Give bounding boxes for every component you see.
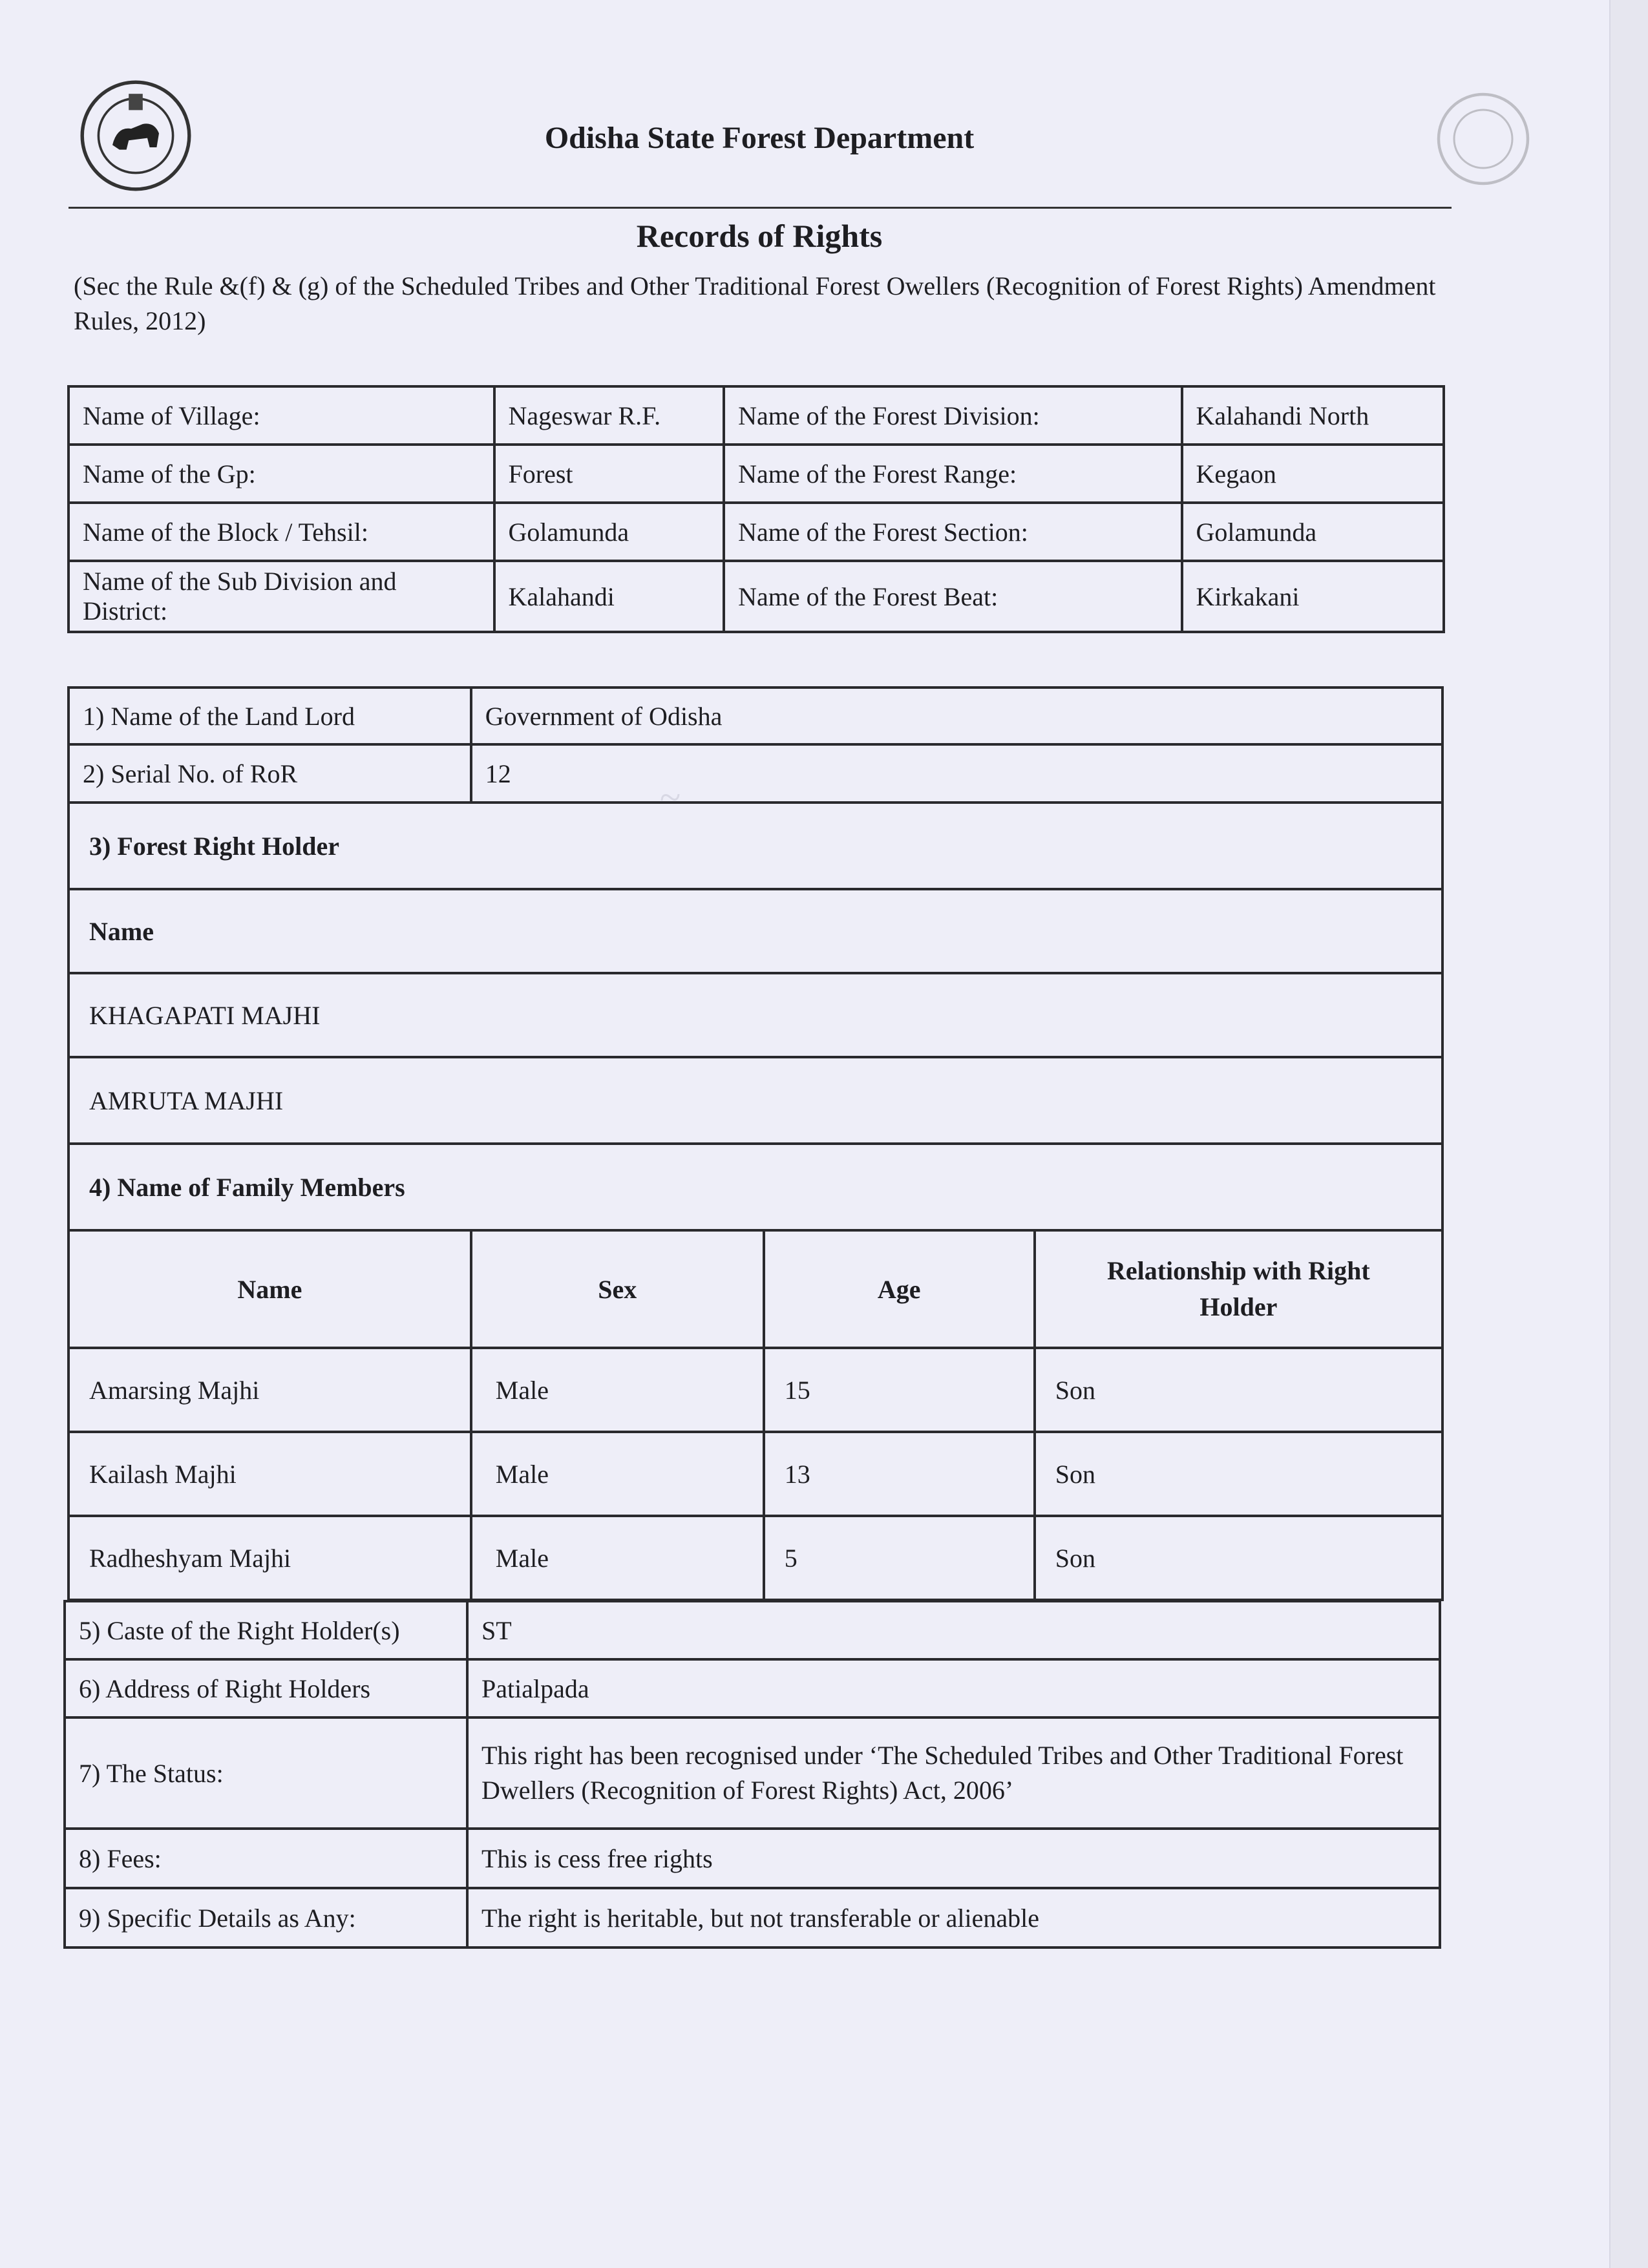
specific-details-label: 9) Specific Details as Any:: [65, 1888, 467, 1948]
status-label: 7) The Status:: [65, 1717, 467, 1829]
member-age: 15: [764, 1348, 1035, 1432]
member-sex: Male: [471, 1516, 764, 1600]
table-row: [69, 503, 1444, 561]
column-header-sex: Sex: [471, 1230, 764, 1348]
record-table: [67, 686, 1444, 1601]
location-table: [67, 385, 1445, 633]
table-row: [69, 1057, 1442, 1144]
member-relation: Son: [1035, 1516, 1442, 1600]
department-name: Odisha State Forest Department: [544, 121, 975, 155]
table-row: [69, 973, 1442, 1057]
fees-label: 8) Fees:: [65, 1829, 467, 1888]
table-row: [69, 1432, 1442, 1516]
rule-reference: (Sec the Rule &(f) & (g) of the Scheduled Tribes and Other Traditional Forest Owellers (Recognition of Forest Rights) Amendment Rules, 2012): [74, 271, 1436, 335]
serial-label: 2) Serial No. of RoR: [69, 744, 471, 803]
member-name: Kailash Majhi: [69, 1432, 471, 1516]
fees-value: This is cess free rights: [467, 1829, 1440, 1888]
forest-beat-value: Kirkakani: [1182, 561, 1444, 632]
page-title: Records of Rights: [636, 218, 883, 254]
block-value: Golamunda: [494, 503, 724, 561]
table-row: [69, 889, 1442, 973]
forest-division-value: Kalahandi North: [1182, 386, 1444, 445]
village-value: Nageswar R.F.: [494, 386, 724, 445]
address-value: Patialpada: [467, 1659, 1440, 1717]
serial-value: 12: [471, 744, 1442, 803]
member-name: Radheshyam Majhi: [69, 1516, 471, 1600]
table-row: [65, 1717, 1440, 1829]
family-heading: 4) Name of Family Members: [69, 1144, 1442, 1230]
table-row: [69, 561, 1444, 632]
member-sex: Male: [471, 1348, 764, 1432]
table-row: [69, 1144, 1442, 1230]
gp-value: Forest: [494, 445, 724, 503]
table-row: [69, 688, 1442, 744]
member-relation: Son: [1035, 1432, 1442, 1516]
column-header-name: Name: [69, 1230, 471, 1348]
details-table: [63, 1600, 1441, 1949]
page-edge: [1609, 0, 1648, 2268]
table-row: [65, 1888, 1440, 1948]
holder-name: AMRUTA MAJHI: [69, 1057, 1442, 1144]
table-row: [69, 1348, 1442, 1432]
column-header-age: Age: [764, 1230, 1035, 1348]
address-label: 6) Address of Right Holders: [65, 1659, 467, 1717]
member-sex: Male: [471, 1432, 764, 1516]
caste-value: ST: [467, 1601, 1440, 1659]
table-row: [65, 1659, 1440, 1717]
holder-name: KHAGAPATI MAJHI: [69, 973, 1442, 1057]
land-lord-value: Government of Odisha: [471, 688, 1442, 744]
table-row: [65, 1601, 1440, 1659]
village-label: Name of Village:: [69, 386, 494, 445]
forest-division-label: Name of the Forest Division:: [724, 386, 1181, 445]
sub-division-label: Name of the Sub Division and District:: [69, 561, 494, 632]
table-row: [69, 744, 1442, 803]
forest-range-label: Name of the Forest Range:: [724, 445, 1181, 503]
table-row: [69, 386, 1444, 445]
table-row: [65, 1829, 1440, 1888]
land-lord-label: 1) Name of the Land Lord: [69, 688, 471, 744]
table-row: [69, 445, 1444, 503]
column-header-relationship: Relationship with Right Holder: [1035, 1230, 1442, 1348]
forest-section-value: Golamunda: [1182, 503, 1444, 561]
holder-name-heading: Name: [69, 889, 1442, 973]
table-row: [69, 803, 1442, 889]
member-relation: Son: [1035, 1348, 1442, 1432]
forest-beat-label: Name of the Forest Beat:: [724, 561, 1181, 632]
caste-label: 5) Caste of the Right Holder(s): [65, 1601, 467, 1659]
status-value: This right has been recognised under ‘The Scheduled Tribes and Other Traditional Forest Dwellers (Recognition of Forest Rights) Act, 2006’: [467, 1717, 1440, 1829]
block-label: Name of the Block / Tehsil:: [69, 503, 494, 561]
header-divider: [69, 207, 1452, 209]
table-row: [69, 1516, 1442, 1600]
forest-section-label: Name of the Forest Section:: [724, 503, 1181, 561]
faint-signature-mark: ~: [659, 776, 681, 819]
member-age: 5: [764, 1516, 1035, 1600]
member-age: 13: [764, 1432, 1035, 1516]
table-row: [69, 1230, 1442, 1348]
holder-heading: 3) Forest Right Holder: [69, 803, 1442, 889]
member-name: Amarsing Majhi: [69, 1348, 471, 1432]
gp-label: Name of the Gp:: [69, 445, 494, 503]
forest-range-value: Kegaon: [1182, 445, 1444, 503]
specific-details-value: The right is heritable, but not transferable or alienable: [467, 1888, 1440, 1948]
sub-division-value: Kalahandi: [494, 561, 724, 632]
